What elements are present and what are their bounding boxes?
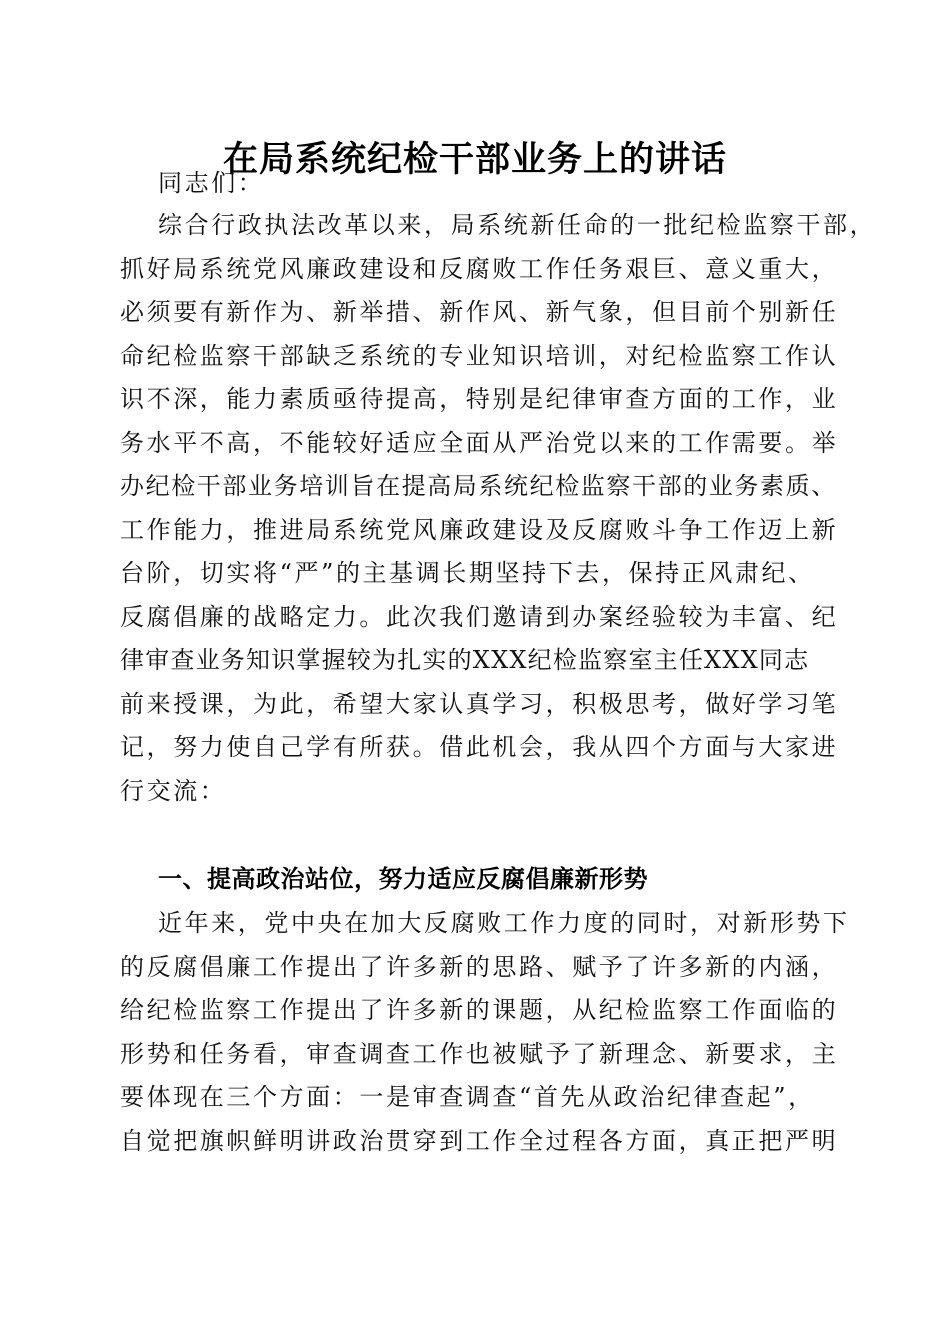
paragraph-line: 行交流： — [120, 776, 227, 805]
paragraph-line: 前来授课，为此，希望大家认真学习，积极思考，做好学习笔 — [120, 689, 839, 718]
paragraph-line: 命纪检监察干部缺乏系统的专业知识培训，对纪检监察工作认 — [120, 341, 839, 370]
paragraph-line: 给纪检监察工作提出了许多新的课题，从纪检监察工作面临的 — [120, 996, 839, 1024]
paragraph-intro — [120, 204, 877, 813]
paragraph-line: 反腐倡廉的战略定力。此次我们邀请到办案经验较为丰富、纪 — [120, 602, 839, 631]
greeting-line: 同志们： — [158, 169, 265, 197]
paragraph-line: 务水平不高，不能较好适应全面从严治党以来的工作需要。举 — [120, 428, 839, 457]
section-heading-1: 一、提高政治站位，努力适应反腐倡廉新形势 — [158, 865, 648, 893]
paragraph-section-1 — [120, 902, 850, 1163]
paragraph-line: 抓好局系统党风廉政建设和反腐败工作任务艰巨、意义重大， — [120, 254, 839, 283]
paragraph-line: 自觉把旗帜鲜明讲政治贯穿到工作全过程各方面，真正把严明 — [120, 1126, 839, 1155]
paragraph-line: 台阶，切实将“严”的主基调长期坚持下去，保持正风肃纪、 — [120, 559, 815, 587]
paragraph-line: 必须要有新作为、新举措、新作风、新气象，但目前个别新任 — [120, 298, 839, 326]
paragraph-line: 综合行政执法改革以来，局系统新任命的一批纪检监察干部， — [158, 211, 877, 239]
paragraph-line: 识不深，能力素质亟待提高，特别是纪律审查方面的工作，业 — [120, 385, 839, 413]
paragraph-line: 形势和任务看，审查调查工作也被赋予了新理念、新要求，主 — [120, 1039, 839, 1068]
paragraph-line: 律审查业务知识掌握较为扎实的XXX纪检监察室主任XXX同志 — [120, 646, 810, 674]
paragraph-line: 近年来，党中央在加大反腐败工作力度的同时，对新形势下 — [158, 909, 850, 937]
document-title: 在局系统纪检干部业务上的讲话 — [222, 139, 727, 180]
paragraph-line: 的反腐倡廉工作提出了许多新的思路、赋予了许多新的内涵， — [120, 952, 839, 981]
paragraph-line: 办纪检干部业务培训旨在提高局系统纪检监察干部的业务素质、 — [120, 472, 837, 500]
greeting-block — [120, 162, 832, 206]
paragraph-line: 要体现在三个方面：一是审查调查“首先从政治纪律查起”， — [120, 1083, 815, 1111]
paragraph-line: 工作能力，推进局系统党风廉政建设及反腐败斗争工作迈上新 — [120, 515, 839, 544]
paragraph-line: 记，努力使自己学有所获。借此机会，我从四个方面与大家进 — [120, 733, 839, 761]
